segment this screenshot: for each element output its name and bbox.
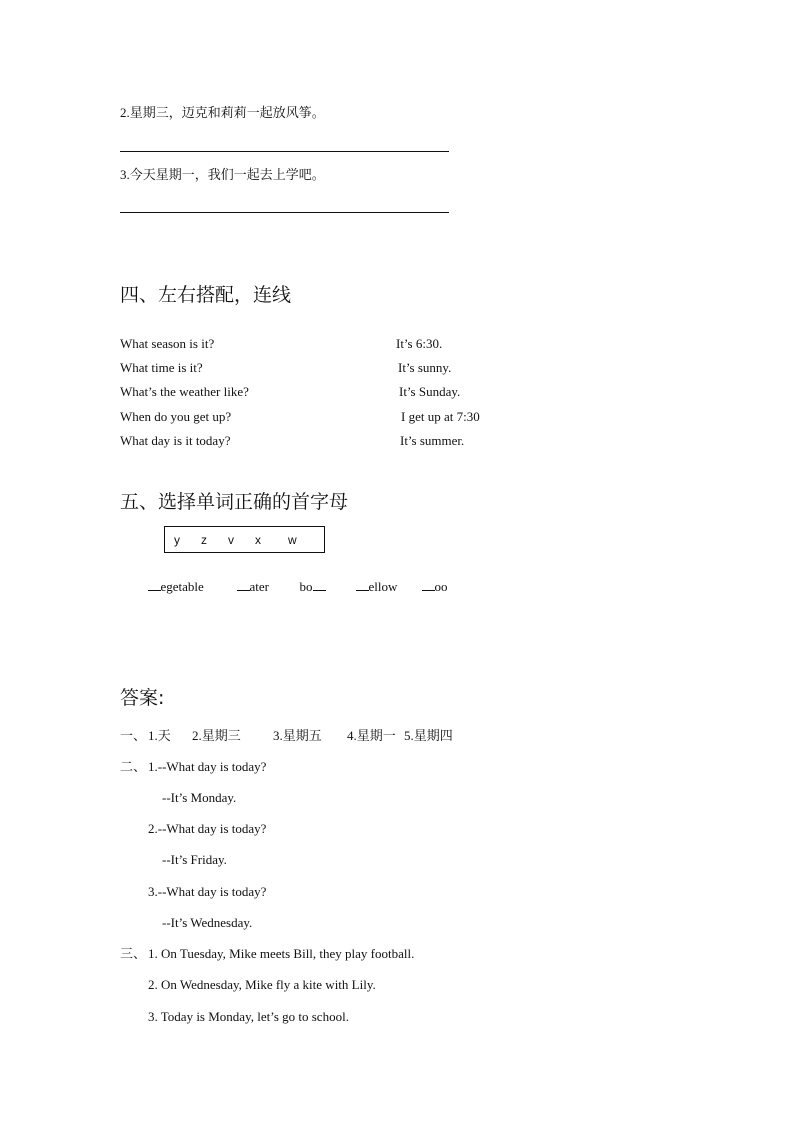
answers-heading: 答案:: [120, 687, 165, 709]
letter-choice: y: [174, 533, 180, 547]
answers-part1-prefix: 一、: [120, 728, 147, 743]
answers-part3-prefix: 三、: [120, 946, 147, 961]
match-left-item[interactable]: What time is it?: [120, 360, 203, 375]
answer-line-2[interactable]: [120, 151, 449, 152]
letter-choice: w: [288, 533, 297, 547]
fill-word-yellow: [349, 562, 397, 595]
match-right-item[interactable]: I get up at 7:30: [401, 409, 480, 424]
answers-part1-item: 1.天: [148, 728, 171, 743]
answers-part1-item: 2.星期三: [192, 728, 241, 743]
word-fragment: ellow: [368, 579, 398, 594]
letter-choice: v: [228, 533, 234, 547]
fill-word-water: [230, 562, 269, 595]
match-left-item[interactable]: What day is it today?: [120, 433, 231, 448]
word-fragment: bo: [299, 579, 313, 594]
answers-part2-line: 2.--What day is today?: [148, 821, 267, 836]
answers-part2-line: 1.--What day is today?: [148, 759, 267, 774]
match-left-item[interactable]: When do you get up?: [120, 409, 232, 424]
match-left-item[interactable]: What season is it?: [120, 336, 215, 351]
fill-word-box: [293, 562, 326, 595]
answer-line-3[interactable]: [120, 212, 449, 213]
answers-part3-line: 3. Today is Monday, let’s go to school.: [148, 1009, 349, 1024]
letter-choice: z: [201, 533, 207, 547]
answers-part2-line: --It’s Wednesday.: [162, 915, 253, 930]
answers-part2-prefix: 二、: [120, 759, 147, 774]
word-fragment: egetable: [160, 579, 204, 594]
word-fragment: oo: [434, 579, 448, 594]
match-right-item[interactable]: It’s Sunday.: [399, 384, 461, 399]
letter-blank[interactable]: [237, 578, 250, 591]
answers-part3-line: 1. On Tuesday, Mike meets Bill, they play football.: [148, 946, 415, 961]
answers-part1-item: 5.星期四: [404, 728, 453, 743]
letter-blank[interactable]: [148, 578, 161, 591]
section-heading-match: 四、左右搭配，连线: [120, 284, 292, 306]
translate-item-3: 3.今天星期一，我们一起去上学吧。: [120, 167, 325, 182]
letter-choices-box: [164, 526, 325, 553]
answers-part2-line: --It’s Monday.: [162, 790, 237, 805]
letter-blank[interactable]: [313, 578, 326, 591]
word-fragment: ater: [249, 579, 269, 594]
match-right-item[interactable]: It’s 6:30.: [396, 336, 443, 351]
answers-part1-item: 4.星期一: [347, 728, 396, 743]
fill-word-vegetable: [141, 562, 204, 595]
translate-item-2: 2.星期三，迈克和莉莉一起放风筝。: [120, 105, 325, 120]
letter-blank[interactable]: [356, 578, 369, 591]
section-heading-letters: 五、选择单词正确的首字母: [120, 491, 349, 513]
answers-part2-line: 3.--What day is today?: [148, 884, 267, 899]
match-right-item[interactable]: It’s summer.: [400, 433, 465, 448]
answers-part3-line: 2. On Wednesday, Mike fly a kite with Lily.: [148, 977, 376, 992]
letter-choice: x: [255, 533, 261, 547]
match-left-item[interactable]: What’s the weather like?: [120, 384, 249, 399]
answers-part1-item: 3.星期五: [273, 728, 322, 743]
letter-blank[interactable]: [422, 578, 435, 591]
answers-part2-line: --It’s Friday.: [162, 852, 227, 867]
match-right-item[interactable]: It’s sunny.: [398, 360, 452, 375]
fill-word-zoo: [415, 562, 448, 595]
